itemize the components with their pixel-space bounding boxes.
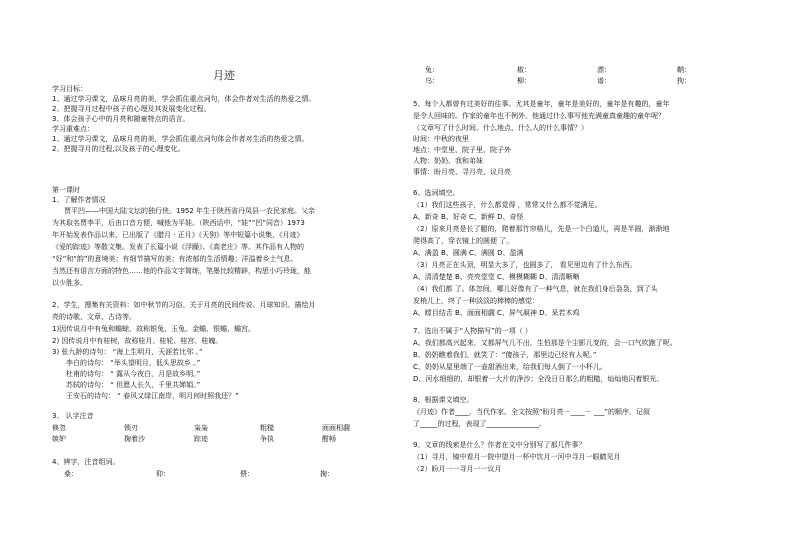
q3-word: 倏忽 — [52, 424, 66, 432]
q4-char: 掬： — [320, 470, 334, 478]
q3-word: 枭枭 — [194, 424, 208, 432]
q2-line: 杜甫的诗句： “ 露从今夜白，月是故乡明。” — [66, 370, 201, 378]
q8-line: 《月迹》作者____，当代作家。全文按照“盼月亮－____－ ___”的顺序，记叙 — [413, 408, 650, 416]
q4-row — [425, 67, 691, 74]
q3-word: 锁刃 — [124, 424, 138, 432]
q7-line: C、奶奶从屋里端了一壶甜酒出来，给我们每人倒了一小杯儿。 — [413, 363, 607, 371]
q9-line: （1）寻月，镜中看月一院中望月一杯中饮月一河中寻月一眼睛见月 — [413, 453, 621, 461]
q6-line: 发梢儿上，终了一种淡淡的棒棒的感觉： — [413, 297, 539, 305]
key-line: 2、把握寻月的过程,以及孩子的心理变化。 — [52, 145, 185, 153]
q4-char: 柳： — [517, 77, 531, 85]
q4-char: 鞘： — [677, 66, 691, 74]
q6-line: （3）月亮正在头顶，明显大多了，也圆多了， 看见里边有了什么东西。 — [413, 261, 637, 269]
page-title: 月迹 — [213, 69, 235, 82]
q6-line: （2）原来月亮是长了腿的，爬着那竹帘格儿，先是一个白道儿，再是半圆，渐渐地 — [413, 225, 670, 233]
q5-line: 5、每个人都曾有过美好的往事。尤其是童年，童年是美好的，童年是有趣的，童年 — [413, 100, 670, 108]
q3-row — [52, 436, 336, 443]
q7-line: D、河水细细的，却银着一大片的净沙；全没日日那么的粗糙，灿灿地闪着银光。 — [413, 375, 664, 383]
q2-line: 亮的诗歌、文章、古诗等。 — [52, 313, 136, 321]
q4-char: 乌： — [425, 77, 439, 85]
q4-char: 漂： — [597, 66, 611, 74]
q4-char: 兔： — [425, 66, 439, 74]
q3-word: 粗糙 — [260, 424, 274, 432]
lesson-heading: 第一课时 — [52, 186, 80, 194]
q7-line: B、奶奶瞧着我们，就笑了：“傻孩子，那里边已经有人呢。” — [413, 351, 597, 359]
q2-line: 1)因传说月中有兔和蟾蜍，故称银兔、玉兔、金蟾、银蟾、蟾宫。 — [52, 325, 256, 333]
author-text-line: 以少胜多。 — [52, 279, 87, 287]
goal-line: 2、把握寻月过程中孩子的心理及其发展变化过程。 — [52, 105, 211, 113]
author-text-line: 为其取名贾李平，后由口音方便，喊他为平娃。（陕西话中，“娃”“凹”同音）1973 — [52, 219, 305, 227]
goal-line: 1、通过学习课文，品味月亮的美，学会抓住重点词句，体会作者对生活的热爱之情。 — [52, 95, 316, 103]
author-text-line: 当然还有语言方面的特色……他的作品文字简练，笔墨比较精辟，构思小巧玲珑，能 — [52, 267, 311, 275]
author-text-line: 贾平凹——中国大陆文坛的独行侠。1952 年生于陕西省丹凤县一农民家庭。父亲 — [64, 207, 316, 215]
q9-line: 9、文章的线索是什么？作者在文中分别写了那几件事？ — [413, 441, 586, 449]
q2-line: 2) 因传说月中有桂树，故称桂月、桂轮、桂宫、桂魄。 — [52, 337, 223, 345]
q3-word: 争执 — [260, 435, 274, 443]
q6-line: A、瞠目结舌 B、面面相觑 C、屏气凝神 D、呆若木鸡 — [413, 309, 580, 317]
author-text-line: 《爱的踪迹》等散文集。发表了长篇小说《浮躁》、《高老庄》等。其作品有人物的 — [52, 243, 304, 251]
q2-line: 2、学生，搜集有关资料：如中秋节的习俗、关于月亮的民间传说、月球知识、描绘月 — [52, 301, 316, 309]
q2-line: 李白的诗句： “举头望明月，低头思故乡 。” — [66, 359, 201, 367]
q3-row — [52, 425, 350, 432]
q4-char: 桑： — [64, 470, 78, 478]
q2-line: 苏轼的诗句： “ 但愿人长久，千里共婵娟。” — [66, 381, 201, 389]
q2-line: 王安石的诗句： “ 春风又绿江南岸，明月何时照我还？” — [66, 392, 239, 400]
q3-word: 嫉妒 — [52, 435, 66, 443]
key-line: 1、通过学习课文，品味月亮的美，学会抓住重点词句体会作者对生活的热爱之情。 — [52, 135, 309, 143]
q4-heading: 4、辨字，注音组词。 — [52, 458, 120, 466]
q6-line: A、满盈 B、圆满 C、满圆 D、盈满 — [413, 249, 524, 257]
goals-heading: 学习目标： — [52, 85, 87, 93]
q8-heading: 8、根据课文填空。 — [413, 396, 474, 404]
q5-line: 是令人回味的。作家的童年也不例外。他通过什么事写他充满童真童趣的童年呢？ — [413, 112, 665, 120]
q5-line: （文章写了什么时间、什么地点、什么人的什么事情？） — [413, 124, 588, 132]
q9-line: （2）盼月一一寻月一一议月 — [413, 465, 502, 473]
q3-word: 掬着沙 — [124, 435, 145, 443]
q5-line: 人物：奶奶、我和弟妹 — [413, 157, 483, 165]
q4-char: 拘： — [677, 77, 691, 85]
q7-line: A、我们都高兴起来，又都屏气儿不出，生怕那是个尘影儿变的，会一口气吹跑了呢。 — [413, 339, 677, 347]
q4-char: 椒： — [517, 66, 531, 74]
author-heading: 1、了解作者情况 — [52, 196, 106, 204]
author-text-line: 年开始发表作品以来，已出版了《腊月 · 正月》《天狗》等中短篇小说集，《月迹》 — [52, 231, 304, 239]
q6-heading: 6、选词填空。 — [413, 189, 460, 197]
key-heading: 学习重难点： — [52, 125, 94, 133]
q4-char: 仰： — [156, 470, 170, 478]
q4-char: 谱： — [597, 77, 611, 85]
q2-line: 3) 张九龄的诗句： “海上生明月，天涯若比邻 。” — [52, 348, 203, 356]
q5-line: 地点：中堂里、院子里、院子外 — [413, 146, 511, 154]
q4-row — [425, 78, 691, 85]
q3-word: 面面相觑 — [322, 424, 350, 432]
q7-line: 7、选出不属于“人物描写”的一项（ ） — [413, 327, 532, 335]
q5-line: 时间：中秋的夜里 — [413, 135, 469, 143]
q6-line: （1）我们这些孩子，什么都觉得 ，常常又什么都不觉满足。 — [413, 201, 602, 209]
goal-line: 3、体会孩子心中的月亮和随童特点的语言。 — [52, 115, 190, 123]
q6-line: A、新奇 B、好奇 C、新鲜 D、奇怪 — [413, 213, 524, 221]
q3-word: 酣畅 — [322, 435, 336, 443]
q3-heading: 3、 认字注音 — [52, 412, 94, 420]
q5-line: 事情：盼月亮、寻月亮、议月亮 — [413, 168, 511, 176]
q6-line: 爬得高了，穿衣镜上的圆便 了。 — [413, 237, 514, 245]
q8-line: 了_____的过程，表现了_______________。 — [413, 420, 546, 428]
q4-char: 偎： — [240, 470, 254, 478]
q6-line: （4）我们都 了。体忽间，哪儿好像有了一种气息，就在我们身后袅袅，到了头 — [413, 285, 658, 293]
q4-row — [64, 471, 334, 478]
author-text-line: “好”和“韵”的意境美；有细节描写的美；有浓郁的生活情趣；洋溢着乡土气息。 — [52, 255, 298, 263]
q3-word: 踪迹 — [194, 435, 208, 443]
q6-line: A、清清楚楚 B、亮亮堂堂 C、模模糊糊 D、清清晰晰 — [413, 273, 580, 281]
